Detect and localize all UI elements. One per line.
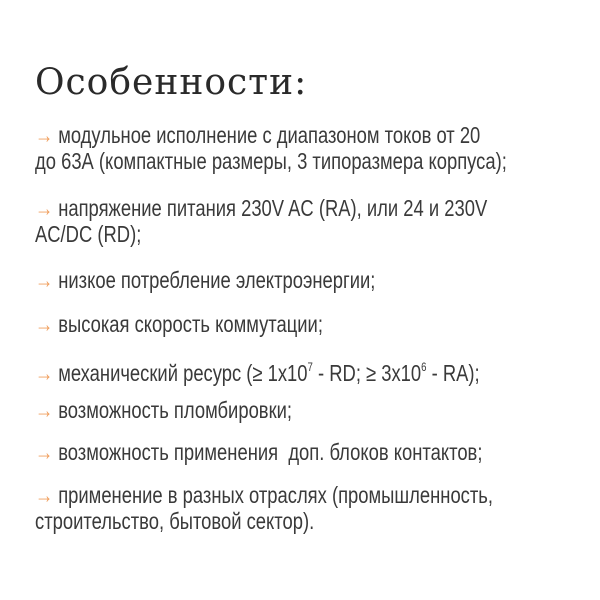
list-item: → высокая скорость коммутации; bbox=[35, 311, 323, 337]
list-item-continuation: строительство, бытовой сектор). bbox=[35, 508, 315, 534]
list-item: → модульное исполнение с диапазоном токов от 20 bbox=[35, 122, 481, 148]
arrow-right-icon: → bbox=[35, 195, 54, 221]
list-item: → низкое потребление электроэнергии; bbox=[35, 267, 376, 293]
list-item: → напряжение питания 230V AC (RA), или 24 и 230V bbox=[35, 195, 488, 221]
list-item: → применение в разных отраслях (промышленность, bbox=[35, 482, 493, 508]
arrow-right-icon: → bbox=[35, 122, 54, 148]
page-title: Особенности: bbox=[35, 62, 308, 103]
arrow-right-icon: → bbox=[35, 482, 54, 508]
list-item-continuation: до 63А (компактные размеры, 3 типоразмера корпуса); bbox=[35, 148, 507, 174]
arrow-right-icon: → bbox=[35, 267, 54, 293]
arrow-right-icon: → bbox=[35, 311, 54, 337]
list-item: → механический ресурс (≥ $1x10^7$ - RD; ≥ $3x10^6 - RA$); bbox=[35, 360, 480, 386]
arrow-right-icon: → bbox=[35, 397, 54, 423]
list-item: → возможность применения доп. блоков контактов; bbox=[35, 439, 483, 465]
list-item-continuation: AC/DC (RD); bbox=[35, 221, 142, 247]
list-item: → возможность пломбировки; bbox=[35, 397, 293, 423]
arrow-right-icon: → bbox=[35, 360, 54, 386]
arrow-right-icon: → bbox=[35, 439, 54, 465]
